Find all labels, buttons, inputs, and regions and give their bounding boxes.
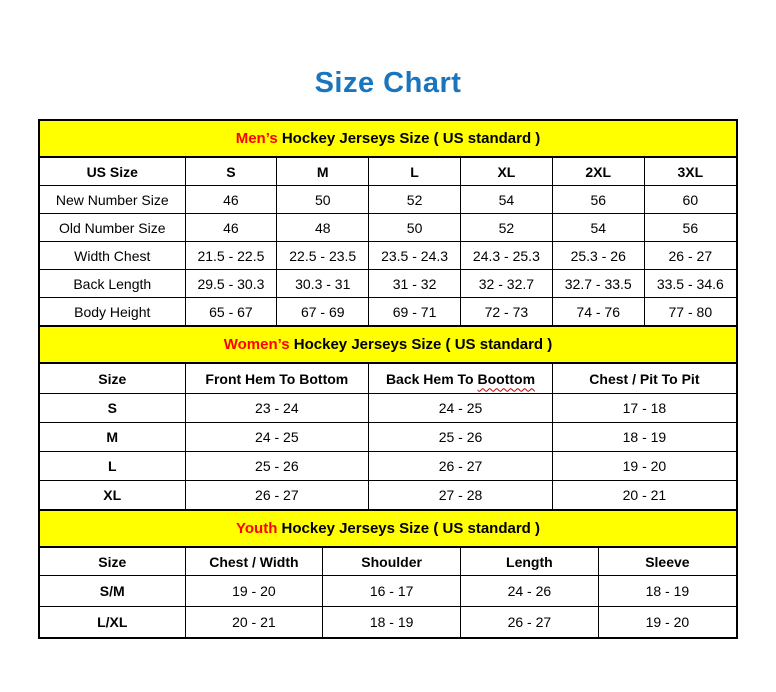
- size-value: 32 - 32.7: [460, 270, 552, 298]
- size-table-mens: [40, 157, 736, 326]
- size-value: 56: [552, 186, 644, 214]
- column-header: M: [277, 158, 369, 186]
- row-label: M: [40, 423, 185, 452]
- size-value: 24 - 26: [461, 576, 599, 607]
- section-heading-mens: [40, 121, 736, 157]
- table-row: [40, 452, 736, 481]
- column-header: Shoulder: [323, 548, 461, 576]
- column-header: Size: [40, 364, 185, 394]
- size-value: 65 - 67: [185, 298, 277, 326]
- table-row: [40, 481, 736, 510]
- size-tables: [38, 119, 738, 639]
- column-header: Sleeve: [598, 548, 736, 576]
- size-value: 27 - 28: [369, 481, 553, 510]
- column-header: US Size: [40, 158, 185, 186]
- size-value: 18 - 19: [552, 423, 736, 452]
- table-row: [40, 242, 736, 270]
- row-label: Body Height: [40, 298, 185, 326]
- column-header: Size: [40, 548, 185, 576]
- size-table-womens: [40, 363, 736, 510]
- column-header: S: [185, 158, 277, 186]
- size-value: 22.5 - 23.5: [277, 242, 369, 270]
- size-value: 26 - 27: [644, 242, 736, 270]
- size-value: 23 - 24: [185, 394, 369, 423]
- size-value: 31 - 32: [369, 270, 461, 298]
- size-table-youth: [40, 547, 736, 637]
- size-value: 50: [369, 214, 461, 242]
- size-value: 25 - 26: [185, 452, 369, 481]
- row-label: New Number Size: [40, 186, 185, 214]
- row-label: S: [40, 394, 185, 423]
- section-heading-accent: Youth: [236, 520, 278, 537]
- size-value: 77 - 80: [644, 298, 736, 326]
- size-value: 52: [460, 214, 552, 242]
- size-value: 56: [644, 214, 736, 242]
- column-header: 3XL: [644, 158, 736, 186]
- size-value: 24 - 25: [185, 423, 369, 452]
- row-label: Back Length: [40, 270, 185, 298]
- size-value: 20 - 21: [185, 607, 323, 638]
- size-value: 30.3 - 31: [277, 270, 369, 298]
- size-value: 19 - 20: [552, 452, 736, 481]
- size-value: 20 - 21: [552, 481, 736, 510]
- size-value: 26 - 27: [185, 481, 369, 510]
- size-value: 46: [185, 186, 277, 214]
- section-mens: [40, 121, 736, 326]
- row-label: L/XL: [40, 607, 185, 638]
- size-value: 26 - 27: [369, 452, 553, 481]
- section-heading-accent: Women’s: [223, 336, 290, 353]
- size-value: 32.7 - 33.5: [552, 270, 644, 298]
- section-heading-text: Hockey Jerseys Size ( US standard ): [277, 130, 541, 147]
- row-label: Width Chest: [40, 242, 185, 270]
- section-womens: [40, 326, 736, 510]
- size-value: 50: [277, 186, 369, 214]
- row-label: L: [40, 452, 185, 481]
- column-header: Length: [461, 548, 599, 576]
- column-header: XL: [460, 158, 552, 186]
- size-value: 24.3 - 25.3: [460, 242, 552, 270]
- size-value: 74 - 76: [552, 298, 644, 326]
- column-header: Chest / Pit To Pit: [552, 364, 736, 394]
- size-value: 69 - 71: [369, 298, 461, 326]
- size-value: 24 - 25: [369, 394, 553, 423]
- size-value: 33.5 - 34.6: [644, 270, 736, 298]
- size-value: 23.5 - 24.3: [369, 242, 461, 270]
- size-value: 18 - 19: [598, 576, 736, 607]
- size-value: 29.5 - 30.3: [185, 270, 277, 298]
- section-heading-text: Hockey Jerseys Size ( US standard ): [289, 336, 553, 353]
- section-heading-text: Hockey Jerseys Size ( US standard ): [277, 520, 540, 537]
- section-heading-youth: [40, 510, 736, 547]
- table-row: [40, 298, 736, 326]
- size-value: 25.3 - 26: [552, 242, 644, 270]
- size-value: 19 - 20: [185, 576, 323, 607]
- size-value: 18 - 19: [323, 607, 461, 638]
- misspelled-word: Boottom: [477, 370, 536, 387]
- size-value: 17 - 18: [552, 394, 736, 423]
- section-heading-womens: [40, 326, 736, 363]
- size-value: 19 - 20: [598, 607, 736, 638]
- size-value: 46: [185, 214, 277, 242]
- size-value: 60: [644, 186, 736, 214]
- row-label: S/M: [40, 576, 185, 607]
- table-row: [40, 423, 736, 452]
- size-value: 67 - 69: [277, 298, 369, 326]
- column-header: Front Hem To Bottom: [185, 364, 369, 394]
- row-label: XL: [40, 481, 185, 510]
- section-heading-accent: Men’s: [235, 130, 278, 147]
- size-value: 26 - 27: [461, 607, 599, 638]
- size-value: 72 - 73: [460, 298, 552, 326]
- size-value: 54: [552, 214, 644, 242]
- row-label: Old Number Size: [40, 214, 185, 242]
- size-value: 48: [277, 214, 369, 242]
- size-value: 52: [369, 186, 461, 214]
- table-row: [40, 270, 736, 298]
- table-row: [40, 186, 736, 214]
- table-row: [40, 394, 736, 423]
- column-header: Back Hem To Boottom: [369, 364, 553, 394]
- section-youth: [40, 510, 736, 637]
- table-row: [40, 576, 736, 607]
- column-header: 2XL: [552, 158, 644, 186]
- column-header: Chest / Width: [185, 548, 323, 576]
- size-value: 54: [460, 186, 552, 214]
- size-value: 25 - 26: [369, 423, 553, 452]
- size-value: 21.5 - 22.5: [185, 242, 277, 270]
- page-title: Size Chart: [314, 67, 462, 99]
- table-row: [40, 607, 736, 638]
- column-header: L: [369, 158, 461, 186]
- table-row: [40, 214, 736, 242]
- size-value: 16 - 17: [323, 576, 461, 607]
